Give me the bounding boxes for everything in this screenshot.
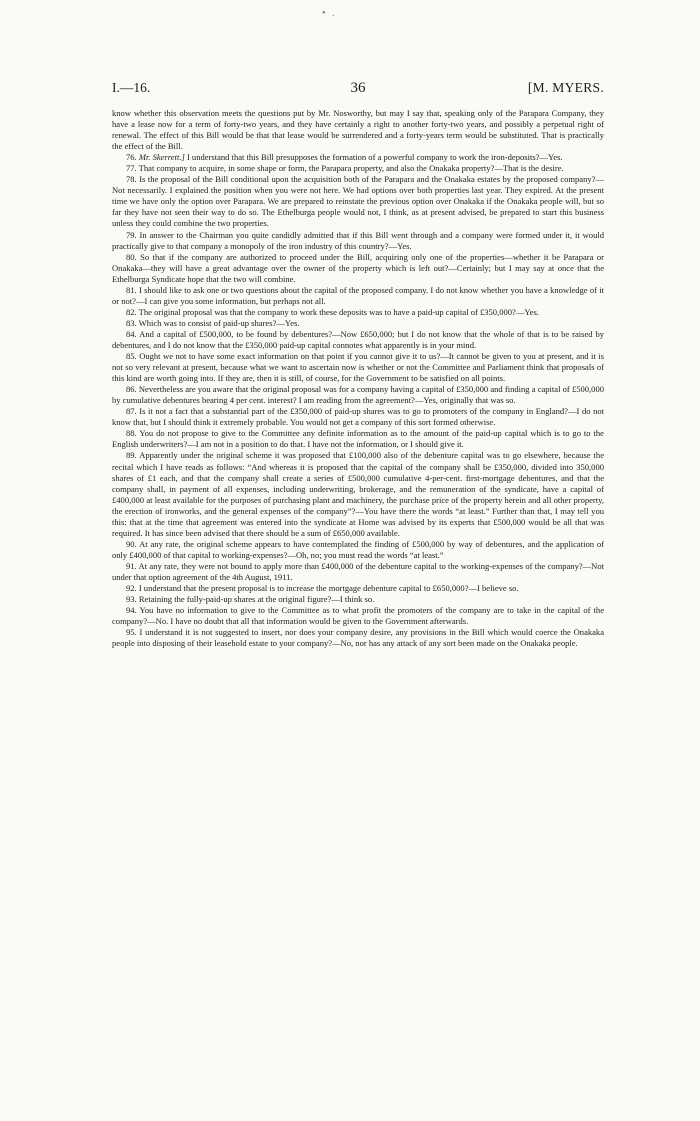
page-number: 36 [350, 80, 366, 96]
question-text: Is it not a fact that a substantial part of the £350,000 of paid-up shares was to go to promoters of the company in England?—I do not know that, but I should think it extremely probable. You would not get a company of this sort formed otherwise. [112, 406, 605, 428]
question-text: The original proposal was that the company to work these deposits was to have a paid-up capital of £350,000?—Yes. [138, 306, 539, 317]
page-scan-mark: • . [322, 8, 337, 19]
question-text: I understand that this Bill presupposes the formation of a powerful company to work the iron-deposits?—Yes. [186, 152, 563, 163]
question-paragraph [112, 605, 604, 627]
question-number: 79. [126, 229, 137, 240]
question-text: At any rate, they were not bound to apply more than £400,000 of the debenture capital to the working-expenses of the company?—Not under that option agreement of the 4th August, 1911. [112, 560, 605, 582]
question-paragraph [112, 384, 604, 406]
question-paragraph [112, 406, 604, 428]
continuation-paragraph: know whether this observation meets the questions put by Mr. Nosworthy, but may I say that, speaking only of the Parapara Company, they have a lease now for a term of forty-two years, and they have certainly a right to another forty-two years, and possibly a perpetual right of renewal. The effect of this Bill would be that that lease would be surrendered and a forty-years term would be substituted. That is practically the effect of the Bill. [112, 108, 604, 152]
witness-name: [M. MYERS. [527, 80, 604, 95]
question-number: 80. [126, 251, 137, 262]
question-text: You do not propose to give to the Committee any definite information as to the amount of the paid-up capital which is to go to the English underwriters?—I am not in a position to do that. I have not the information, or I should give it. [112, 428, 604, 450]
question-text: In answer to the Chairman you quite candidly admitted that if this Bill went through and a company were formed under it, it would practically give to that company a monopoly of the iron industry of this country?—Yes. [112, 229, 604, 251]
question-number: 83. [126, 317, 137, 328]
question-list [112, 152, 604, 649]
question-text: Which was to consist of paid-up shares?—Yes. [138, 317, 300, 328]
question-text: Retaining the fully-paid-up shares at the original figure?—I think so. [138, 594, 375, 605]
evidence-text [112, 108, 604, 649]
question-text: I understand it is not suggested to insert, nor does your company desire, any provisions in the Bill which would coerce the Onakaka people into disposing of their leasehold estate to your company?—No, nor has any attack of any sort been made on the Onakaka people. [112, 627, 604, 649]
question-paragraph [112, 539, 604, 561]
question-number: 81. [126, 284, 137, 295]
question-paragraph [112, 174, 604, 229]
question-text: Is the proposal of the Bill conditional upon the acquisition both of the Parapara and the Onakaka estates by the proposed company?—Not necessarily. I explained the position when you were not here. We had options over both properties last year. They expired. At the present time we have only the option over Parapara. We are prepared to reinstate the previous option over Onakaka if the Onakaka people will, but so far they have not seen their way to do so. The Ethelburga people would not, I think, as at present advised, be prepared to start this business unless they could combine the two properties. [112, 174, 604, 229]
question-number: 92. [126, 583, 137, 594]
question-text: You have no information to give to the Committee as to what profit the promoters of the company are to take in the capital of the company?—No. I have no doubt that all that information would be given to the Government afterwards. [112, 605, 604, 627]
question-number: 89. [126, 450, 137, 461]
question-paragraph [112, 252, 604, 285]
question-number: 85. [126, 351, 137, 362]
question-text: I understand that the present proposal is to increase the mortgage debenture capital to £650,000?—I believe so. [138, 583, 519, 594]
question-text: And a capital of £500,000, to be found by debentures?—Now £650,000; but I do not know that the whole of that is to be raised by debentures, and I do not know that the £350,000 paid-up capital connotes what apparently is in your mind. [112, 328, 604, 350]
question-paragraph [112, 450, 604, 538]
question-paragraph [112, 163, 604, 174]
question-paragraph [112, 351, 604, 384]
question-paragraph [112, 627, 604, 649]
question-number: 90. [126, 538, 137, 549]
question-paragraph [112, 594, 604, 605]
question-paragraph [112, 307, 604, 318]
question-paragraph [112, 329, 604, 351]
question-number: 78. [126, 174, 137, 185]
question-text: That company to acquire, in some shape or form, the Parapara property, and also the Onakaka property?—That is the desire. [138, 163, 564, 174]
question-paragraph [112, 285, 604, 307]
question-paragraph [112, 318, 604, 329]
question-number: 88. [126, 428, 137, 439]
question-text: So that if the company are authorized to proceed under the Bill, acquiring only one of the properties—whether it be Parapara or Onakaka—they will have a great advantage over the owner of the property which is left out?—Certainly; but I may say at once that the Ethelburga Syndicate hope that the two will combine. [112, 251, 604, 284]
question-number: 87. [126, 406, 137, 417]
question-paragraph [112, 583, 604, 594]
paper-reference: I.—16. [112, 80, 151, 95]
question-text: Nevertheless are you aware that the original proposal was for a company having a capital of £350,000 and finding a capital of £500,000 by cumulative debentures bearing 4 per cent. interest? I am reading from the agreement?—Yes, originally that was so. [112, 384, 605, 406]
question-number: 95. [126, 627, 137, 638]
question-number: 93. [126, 594, 137, 605]
question-number: 84. [126, 328, 137, 339]
question-number: 82. [126, 306, 137, 317]
question-text: Apparently under the original scheme it was proposed that £100,000 also of the debenture capital was to go elsewhere, because the recital which I have reads as follows: “And whereas it is proposed that the capital of the company shall be £350,000, divided into 350,000 shares of £1 each, and that the company shall create a series of £500,000 cumulative 4-per-cent. first-mortgage debentures, and that the company shall, in payment of all expenses, including underwriting, brokerage, and the remuneration of the syndicate, have a capital of £400,000 at least available for the purposes of purchasing plant and machinery, the purchase price of the property herein and all other property, the erection of ironworks, and the general expenses of the company”?—You have there the words “at least.” Further than that, I may tell you this: that at the time that agreement was entered into the syndicate at Home was advised by its experts that £500,000 would be all that was required. It has since been advised that there should be a sum of £650,000 available. [112, 450, 604, 538]
question-paragraph [112, 152, 604, 163]
question-text: At any rate, the original scheme appears to have contemplated the finding of £500,000 by way of debentures, and the application of only £400,000 of that capital to working-expenses?—Oh, no; you must read the words “at least.” [112, 538, 604, 560]
question-text: Ought we not to have some exact information on that point if you cannot give it to us?—It cannot be given to you at present, and it is not so very relevant at present, because what we want to ascertain now is whether or not the Committee and Parliament think that proposals of this kind are worth going into. If they are, then it is still, of course, for the Government to be satisfied on all points. [112, 351, 604, 384]
question-paragraph [112, 230, 604, 252]
question-number: 86. [126, 384, 137, 395]
question-paragraph [112, 428, 604, 450]
question-number: 91. [126, 560, 137, 571]
question-number: 77. [126, 163, 137, 174]
speaker-name: Mr. Skerrett.] [138, 152, 185, 163]
question-text: I should like to ask one or two questions about the capital of the proposed company. I do not know whether you have a knowledge of it or not?—I can give you some information, but perhaps not all. [112, 284, 604, 306]
question-paragraph [112, 561, 604, 583]
page-header [112, 80, 604, 98]
question-number: 94. [126, 605, 137, 616]
question-number: 76. [126, 152, 137, 163]
